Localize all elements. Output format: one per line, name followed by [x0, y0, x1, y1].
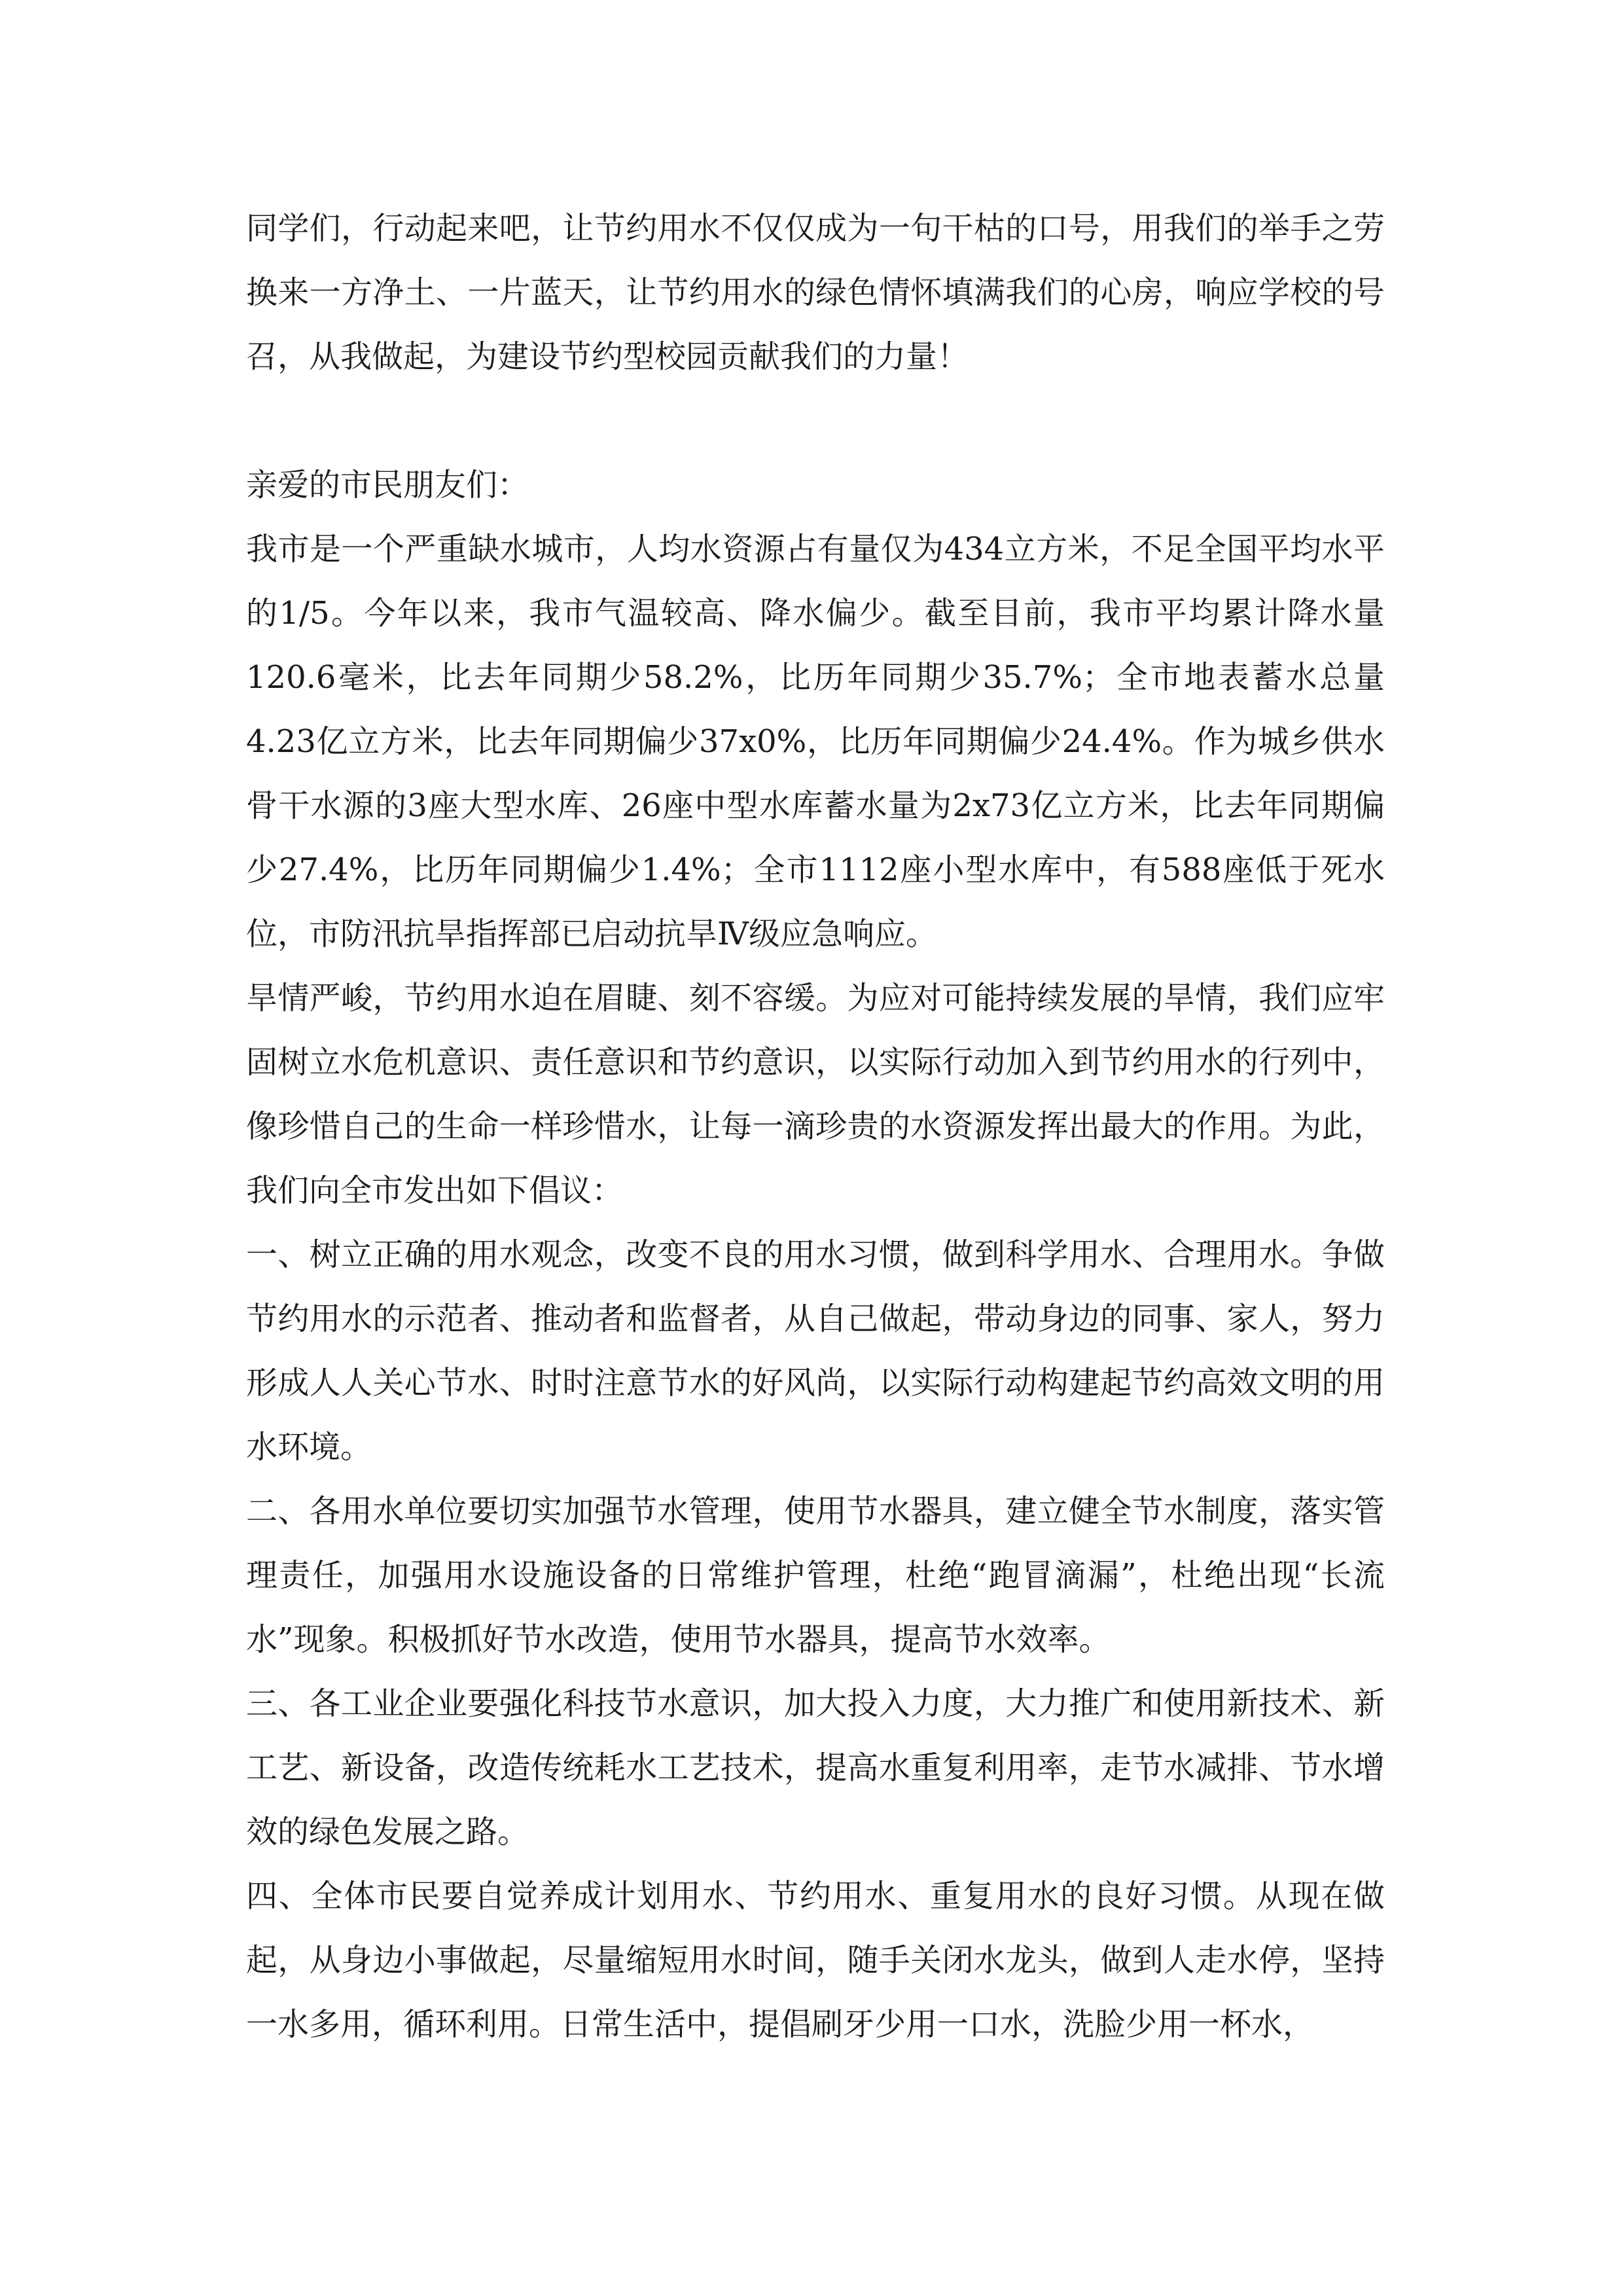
paragraph-proposal-4: 四、全体市民要自觉养成计划用水、节约用水、重复用水的良好习惯。从现在做起，从身边小事做起，尽量缩短用水时间，随手关闭水龙头，做到人走水停，坚持一水多用，循环利用。日常生活中，提倡刷牙少用一口水，洗脸少用一杯水， [246, 1878, 1385, 2043]
paragraph-proposal-2: 二、各用水单位要切实加强节水管理，使用节水器具，建立健全节水制度，落实管理责任，加强用水设施设备的日常维护管理，杜绝“跑冒滴漏”，杜绝出现“长流水”现象。积极抓好节水改造，使用节水器具，提高节水效率。 [246, 1493, 1385, 1658]
document-body [246, 196, 1385, 2056]
paragraph-gap [246, 389, 1385, 453]
paragraph-proposal-3: 三、各工业企业要强化科技节水意识，加大投入力度，大力推广和使用新技术、新工艺、新设备，改造传统耗水工艺技术，提高水重复利用率，走节水减排、节水增效的绿色发展之路。 [246, 1685, 1385, 1850]
intro-paragraph: 同学们，行动起来吧，让节约用水不仅仅成为一句干枯的口号，用我们的举手之劳换来一方净土、一片蓝天，让节约用水的绿色情怀填满我们的心房，响应学校的号召，从我做起，为建设节约型校园贡献我们的力量！ [246, 210, 1385, 375]
paragraph-proposal-1: 一、树立正确的用水观念，改变不良的用水习惯，做到科学用水、合理用水。争做节约用水的示范者、推动者和监督者，从自己做起，带动身边的同事、家人，努力形成人人关心节水、时时注意节水的好风尚，以实际行动构建起节约高效文明的用水环境。 [246, 1236, 1385, 1465]
salutation: 亲爱的市民朋友们： [246, 467, 529, 503]
paragraph-water-situation: 我市是一个严重缺水城市，人均水资源占有量仅为434立方米，不足全国平均水平的1/5。今年以来，我市气温较高、降水偏少。截至目前，我市平均累计降水量120.6毫米，比去年同期少58.2%，比历年同期少35.7%；全市地表蓄水总量4.23亿立方米，比去年同期偏少37x0%，比历年同期偏少24.4%。作为城乡供水骨干水源的3座大型水库、26座中型水库蓄水量为2x73亿立方米，比去年同期偏少27.4%，比历年同期偏少1.4%；全市1112座小型水库中，有588座低于死水位，市防汛抗旱指挥部已启动抗旱Ⅳ级应急响应。 [246, 531, 1385, 952]
paragraph-drought-call: 旱情严峻，节约用水迫在眉睫、刻不容缓。为应对可能持续发展的旱情，我们应牢固树立水危机意识、责任意识和节约意识，以实际行动加入到节约用水的行列中，像珍惜自己的生命一样珍惜水，让每一滴珍贵的水资源发挥出最大的作用。为此，我们向全市发出如下倡议： [246, 980, 1385, 1209]
